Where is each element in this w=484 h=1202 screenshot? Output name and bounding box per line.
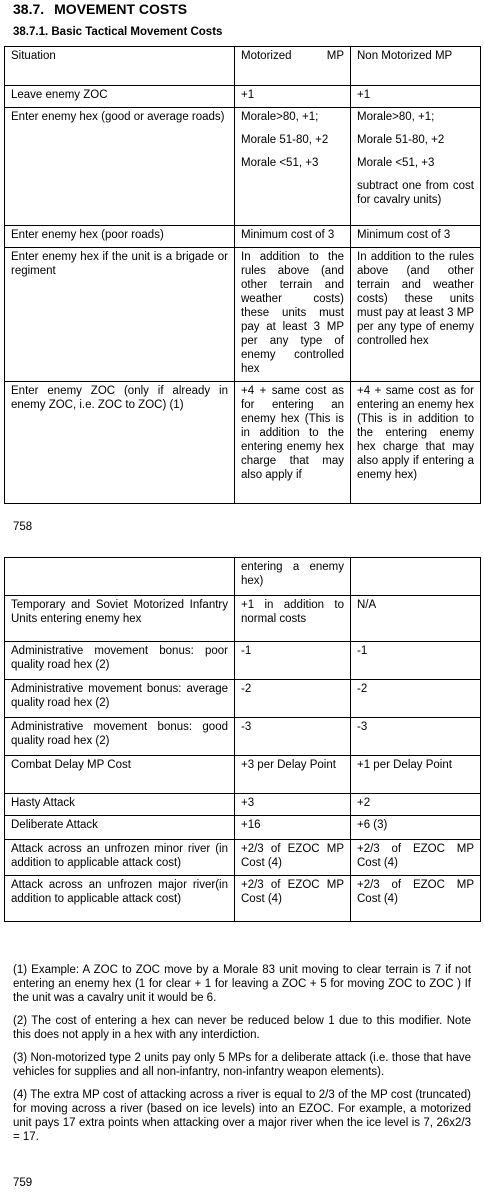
cell-line: +2/3 of EZOC MP Cost (4) [357, 879, 474, 905]
movement-costs-table-part2 [4, 557, 481, 922]
cell-line: Morale <51, +3 [241, 157, 319, 169]
section-heading [13, 1, 187, 17]
non-motorized-mp-cell [351, 248, 481, 382]
cell-line: Minimum cost of 3 [241, 229, 335, 241]
motorized-mp-cell [235, 680, 351, 718]
cell-line: +3 [241, 797, 255, 809]
section-number: 38.7. [13, 1, 45, 17]
situation-cell: Administrative movement bonus: good quality road hex (2) [5, 718, 235, 756]
cell-line: In addition to the rules above (and other terrain and weather costs) these units must pay at least 3 MP per any type of enemy controlled hex [241, 251, 344, 375]
cell-line: -1 [357, 645, 368, 657]
table-row [5, 718, 481, 756]
table-header-row [5, 47, 481, 86]
table-row [5, 642, 481, 680]
cell-line: In addition to the rules above (and other terrain and weather costs) these units must pay at least 3 MP per any type of enemy controlled hex [357, 251, 474, 347]
situation-cell: Leave enemy ZOC [5, 86, 235, 108]
situation-cell: Enter enemy hex if the unit is a brigade or regiment [5, 248, 235, 382]
cell-line: Morale 51-80, +2 [357, 134, 445, 146]
motorized-mp-cell [235, 794, 351, 816]
situation-cell: Enter enemy hex (good or average roads) [5, 108, 235, 226]
situation-cell: Enter enemy ZOC (only if already in enemy ZOC, i.e. ZOC to ZOC) (1) [5, 382, 235, 504]
motorized-mp-cell [235, 756, 351, 794]
cell-line: entering a enemy hex) [241, 561, 344, 587]
situation-cell: Attack across an unfrozen major river(in addition to applicable attack cost) [5, 876, 235, 922]
table-row [5, 680, 481, 718]
cell-line: +1 in addition to normal costs [241, 599, 344, 625]
motorized-mp-cell [235, 876, 351, 922]
motorized-mp-cell [235, 718, 351, 756]
cell-line: +16 [241, 819, 261, 831]
cell-line: -2 [357, 683, 368, 695]
cell-line: +1 per Delay Point [357, 759, 452, 771]
motorized-mp-cell [235, 108, 351, 226]
cell-line: N/A [357, 599, 377, 611]
header-non-motorized: Non Motorized MP [351, 47, 481, 86]
non-motorized-mp-cell [351, 794, 481, 816]
footnote-2: (2) The cost of entering a hex can never be reduced below 1 due to this modifier. Note this does not apply in a hex with any interdiction. [13, 1015, 471, 1041]
non-motorized-mp-cell [351, 756, 481, 794]
footnote-4: (4) The extra MP cost of attacking across a river is equal to 2/3 of the MP cost (truncated) for moving across a river (based on ice levels) into an EZOC. For example, a motorized unit pays 17 extra points when attacking over a major river when the ice level is 7, 26x2/3 = 17. [13, 1089, 471, 1143]
table-row [5, 596, 481, 642]
movement-costs-table-part1 [4, 46, 481, 504]
situation-cell: Administrative movement bonus: average quality road hex (2) [5, 680, 235, 718]
non-motorized-mp-cell [351, 680, 481, 718]
table-row [5, 86, 481, 108]
cell-line: -3 [357, 721, 368, 733]
page-number: 759 [13, 1177, 33, 1189]
motorized-mp-cell [235, 816, 351, 840]
table-row [5, 108, 481, 226]
situation-cell: Administrative movement bonus: poor quality road hex (2) [5, 642, 235, 680]
motorized-mp-cell [235, 382, 351, 504]
table-row [5, 876, 481, 922]
header-motorized: Motorized MP [235, 47, 351, 86]
cell-line: +4 + same cost as for entering an enemy hex (This is in addition to the entering enemy hex charge that may also apply if entering a enemy hex) [357, 385, 474, 481]
table-row [5, 816, 481, 840]
cell-line: +2/3 of EZOC MP Cost (4) [357, 843, 474, 869]
non-motorized-mp-cell [351, 108, 481, 226]
motorized-mp-cell [235, 248, 351, 382]
cell-line: -2 [241, 683, 252, 695]
situation-cell: Combat Delay MP Cost [5, 756, 235, 794]
situation-cell: Deliberate Attack [5, 816, 235, 840]
table-row [5, 840, 481, 876]
motorized-mp-cell [235, 840, 351, 876]
non-motorized-mp-cell [351, 226, 481, 248]
footnote-1: (1) Example: A ZOC to ZOC move by a Morale 83 unit moving to clear terrain is 7 if not entering an enemy hex (1 for clear + 1 for leaving a ZOC + 5 for moving ZOC to ZOC ) If the unit was a cavalry unit it would be 6. [13, 964, 471, 1004]
non-motorized-mp-cell [351, 558, 481, 596]
non-motorized-mp-cell [351, 876, 481, 922]
header-situation: Situation [5, 47, 235, 86]
cell-line: Minimum cost of 3 [357, 229, 451, 241]
cell-line: +2/3 of EZOC MP Cost (4) [241, 843, 344, 869]
section-title: MOVEMENT COSTS [54, 1, 188, 17]
table-row [5, 558, 481, 596]
table-row [5, 226, 481, 248]
situation-cell: Enter enemy hex (poor roads) [5, 226, 235, 248]
motorized-mp-cell [235, 226, 351, 248]
cell-line: +1 [241, 89, 255, 101]
motorized-mp-cell [235, 642, 351, 680]
cell-line: -1 [241, 645, 252, 657]
motorized-mp-cell [235, 86, 351, 108]
table-row [5, 382, 481, 504]
cell-line: +6 (3) [357, 819, 388, 831]
cell-line: +4 + same cost as for entering an enemy hex (This is in addition to the entering enemy hex charge that may also apply if [241, 385, 344, 481]
cell-line: Morale>80, +1; [357, 111, 435, 123]
page-number: 758 [13, 521, 33, 533]
cell-line: +2/3 of EZOC MP Cost (4) [241, 879, 344, 905]
cell-line: +3 per Delay Point [241, 759, 336, 771]
non-motorized-mp-cell [351, 840, 481, 876]
footnotes [13, 963, 471, 1153]
non-motorized-mp-cell [351, 86, 481, 108]
motorized-mp-cell [235, 596, 351, 642]
situation-cell: Temporary and Soviet Motorized Infantry Units entering enemy hex [5, 596, 235, 642]
motorized-mp-cell [235, 558, 351, 596]
cell-line: -3 [241, 721, 252, 733]
footnote-3: (3) Non-motorized type 2 units pay only 5 MPs for a deliberate attack (i.e. those that have vehicles for supplies and all non-infantry, non-infantry weapon elements). [13, 1052, 471, 1078]
non-motorized-mp-cell [351, 642, 481, 680]
table-row [5, 794, 481, 816]
subsection-heading: 38.7.1. Basic Tactical Movement Costs [13, 26, 223, 38]
non-motorized-mp-cell [351, 816, 481, 840]
cell-line: +1 [357, 89, 371, 101]
non-motorized-mp-cell [351, 382, 481, 504]
cell-line: Morale 51-80, +2 [241, 134, 329, 146]
table-row [5, 756, 481, 794]
situation-cell [5, 558, 235, 596]
non-motorized-mp-cell [351, 718, 481, 756]
table-row [5, 248, 481, 382]
situation-cell: Hasty Attack [5, 794, 235, 816]
situation-cell: Attack across an unfrozen minor river (in addition to applicable attack cost) [5, 840, 235, 876]
cell-line: subtract one from cost for cavalry units) [357, 180, 474, 206]
non-motorized-mp-cell [351, 596, 481, 642]
cell-line: Morale <51, +3 [357, 157, 435, 169]
cell-line: Morale>80, +1; [241, 111, 319, 123]
cell-line: +2 [357, 797, 371, 809]
